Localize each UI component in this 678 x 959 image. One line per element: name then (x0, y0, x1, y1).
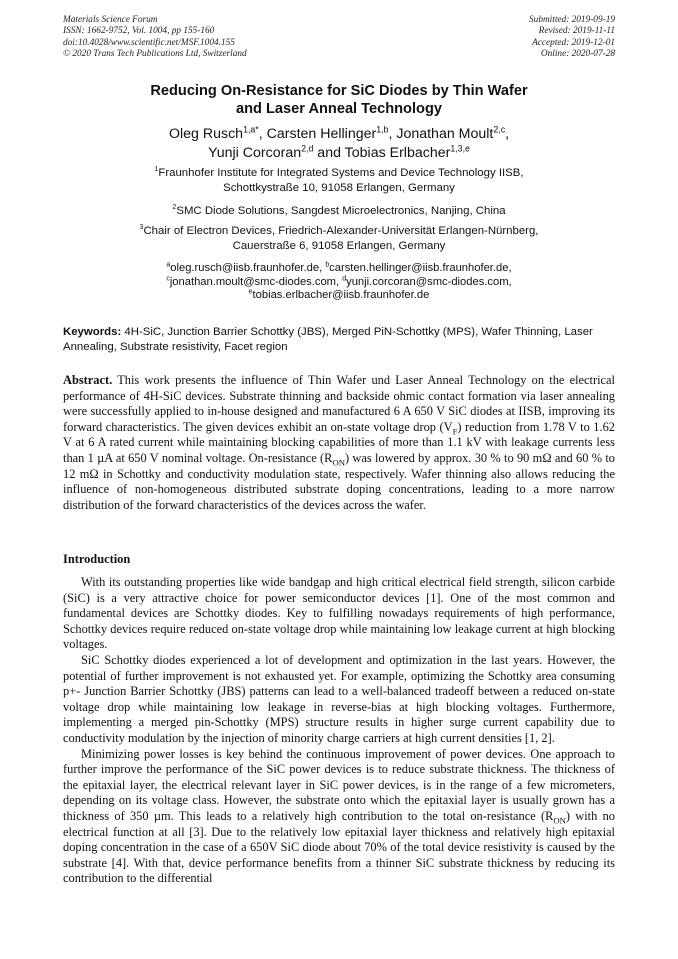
email-address[interactable]: jonathan.moult@smc-diodes.com, (169, 275, 343, 288)
email-line-1 (63, 262, 615, 276)
issn-line: ISSN: 1662-9752, Vol. 1004, pp 155-160 (63, 26, 215, 37)
affil-text: Fraunhofer Institute for Integrated Systems and Device Technology IISB, (158, 167, 524, 179)
intro-paragraph-3-text-b: ) with no electrical function at all [3]. Due to the relatively low epitaxial layer thickness and relatively high epitaxial doping concentration in the case of a 650V SiC diode about 70% of the total device resistivity is caused by the substrate [4]. With that, device performance benefits from a thinner SiC substrate thickness by reducing its contribution to the differential (63, 808, 615, 886)
intro-paragraph-1: With its outstanding properties like wide bandgap and high critical electrical field strength, silicon carbide (SiC) is a very attractive choice for power semiconductor devices [1]. One of the most common and fundamental devices are Schottky diodes. Key to fulfilling nowadays requirements of high performance, Schottky devices require reduced on-state voltage drop while maintaining low leakage current at high blocking voltages. (63, 575, 615, 652)
abstract-subscript-on: ON (332, 457, 345, 468)
author-affil-mark: 1,a* (243, 124, 259, 135)
journal-info (63, 15, 247, 61)
keywords-label: Keywords: (63, 326, 122, 338)
author-separator: , (505, 126, 510, 142)
author-name: Tobias Erlbacher (344, 145, 451, 161)
affiliation-3-line-1 (63, 224, 615, 239)
section-heading-introduction: Introduction (63, 552, 131, 566)
intro-subscript-on: ON (553, 815, 566, 826)
author-name: Carsten Hellinger (266, 126, 377, 142)
author-affil-mark: 1,b (376, 124, 389, 135)
affil-text: Chair of Electron Devices, Friedrich-Alexander-Universität Erlangen-Nürnberg, (143, 225, 539, 237)
abstract-text-3: ) was lowered by approx. 30 % to 90 mΩ and 60 % to 12 mΩ in Schottky and conductivity modulation state, respectively. Wafer thinning also allows reducing the influence of non-homogeneous distributed substrate doping concentrations, leading to a more narrow distribution of the forward characteristics of the devices across the wafer. (63, 450, 615, 512)
publication-dates (529, 15, 615, 61)
affiliation-3 (63, 224, 615, 254)
affil-mark: 2 (172, 204, 177, 212)
abstract (63, 373, 615, 513)
email-mark: a (166, 261, 171, 269)
email-mark: b (325, 261, 330, 269)
online-date: Online: 2020-07-28 (540, 49, 615, 60)
affiliation-2-line-1 (63, 204, 615, 219)
affil-mark: 1 (154, 166, 159, 174)
email-mark: d (342, 274, 347, 282)
affiliation-3-line-2: Cauerstraße 6, 91058 Erlangen, Germany (232, 240, 446, 252)
doi-line: doi:10.4028/www.scientific.net/MSF.1004.155 (63, 37, 235, 48)
author-list (63, 125, 615, 163)
affiliation-1 (63, 166, 615, 196)
copyright-line: © 2020 Trans Tech Publications Ltd, Switzerland (63, 49, 247, 60)
abstract-text-2: ) reduction from 1.78 V to 1.62 V at 6 A rated current while maintaining blocking capabilities of more than 1.1 kV with leakage currents less than 1 µA at 650 V nominal voltage. On-resistance (R (63, 419, 615, 465)
abstract-subscript-f: F (452, 426, 458, 437)
abstract-text-1: This work presents the influence of Thin Wafer und Laser Anneal Technology on the electrical performance of 4H-SiC devices. Substrate thinning and backside ohmic contact formation via laser annealing were successfully applied to in-house designed and manufactured 6 A 650 V SiC diodes at IISB, improving its forward characteristics. The given devices exhibit an on-state voltage drop (V (63, 373, 615, 434)
journal-name: Materials Science Forum (63, 15, 158, 25)
affil-mark: 3 (139, 224, 144, 232)
email-address[interactable]: yunji.corcoran@smc-diodes.com, (346, 275, 512, 288)
author-separator: , (388, 126, 397, 142)
abstract-label: Abstract. (63, 373, 113, 387)
keywords-text: 4H-SiC, Junction Barrier Schottky (JBS), Merged PiN-Schottky (MPS), Wafer Thinning, Laser Annealing, Substrate resistivity, Facet region (63, 326, 593, 353)
author-name: Oleg Rusch (168, 126, 244, 142)
submitted-date: Submitted: 2019-09-19 (529, 15, 615, 25)
keywords (63, 325, 615, 354)
affiliation-1-line-1 (63, 166, 615, 181)
author-affil-mark: 1,3,e (450, 143, 470, 154)
affiliation-2 (63, 204, 615, 219)
email-list (63, 262, 615, 303)
title-line-2: and Laser Anneal Technology (236, 101, 442, 117)
email-mark: c (166, 274, 170, 282)
author-line-1 (63, 125, 615, 144)
intro-paragraph-2: SiC Schottky diodes experienced a lot of development and optimization in the last years. However, the potential of further improvement is not exhausted yet. For example, optimizing the Schottky area consuming p+- Junction Barrier Schottky (JBS) patterns can lead to a well-balanced tradeoff between a reduced on-state voltage drop while maintaining low leakage in reverse-bias at high blocking voltages. Furthermore, implementing a merged pin-Schottky (MPS) structure results in higher surge current capability due to conductivity modulation by the injection of minority charge carriers at high current densities [1, 2]. (63, 652, 615, 745)
email-address[interactable]: carsten.hellinger@iisb.fraunhofer.de, (329, 262, 512, 274)
author-name: Jonathan Moult (396, 126, 494, 142)
author-line-2 (63, 144, 615, 163)
author-name: Yunji Corcoran (208, 145, 302, 161)
email-mark: e (248, 288, 253, 296)
author-and: and (313, 145, 345, 161)
title-line-1: Reducing On-Resistance for SiC Diodes by Thin Wafer (150, 83, 528, 99)
paper-title (63, 82, 615, 118)
affiliation-1-line-2: Schottkystraße 10, 91058 Erlangen, Germany (223, 182, 455, 194)
accepted-date: Accepted: 2019-12-01 (532, 37, 615, 48)
revised-date: Revised: 2019-11-11 (538, 26, 615, 37)
affil-text: SMC Diode Solutions, Sangdest Microelectronics, Nanjing, China (176, 205, 506, 217)
introduction-body (63, 575, 615, 887)
email-address[interactable]: oleg.rusch@iisb.fraunhofer.de, (170, 262, 326, 274)
author-affil-mark: 2,d (301, 143, 314, 154)
intro-paragraph-3-text-a: Minimizing power losses is key behind the continuous improvement of power devices. One approach to further improve the performance of the SiC power devices is to reduce substrate thickness. The thickness of the epitaxial layer, the electrical relevant layer in SiC power devices, is in the range of a few micrometers, depending on its voltage class. However, the substrate onto which the epitaxial layer is usually grown has a thickness of 350 µm. This leads to a relatively high contribution to the total on-resistance (R (63, 746, 615, 823)
intro-paragraph-3 (63, 747, 615, 887)
email-address[interactable]: tobias.erlbacher@iisb.fraunhofer.de (252, 289, 430, 302)
email-line-2 (63, 276, 615, 290)
author-affil-mark: 2,c (493, 124, 506, 135)
author-separator: , (258, 126, 267, 142)
email-line-3 (63, 289, 615, 303)
